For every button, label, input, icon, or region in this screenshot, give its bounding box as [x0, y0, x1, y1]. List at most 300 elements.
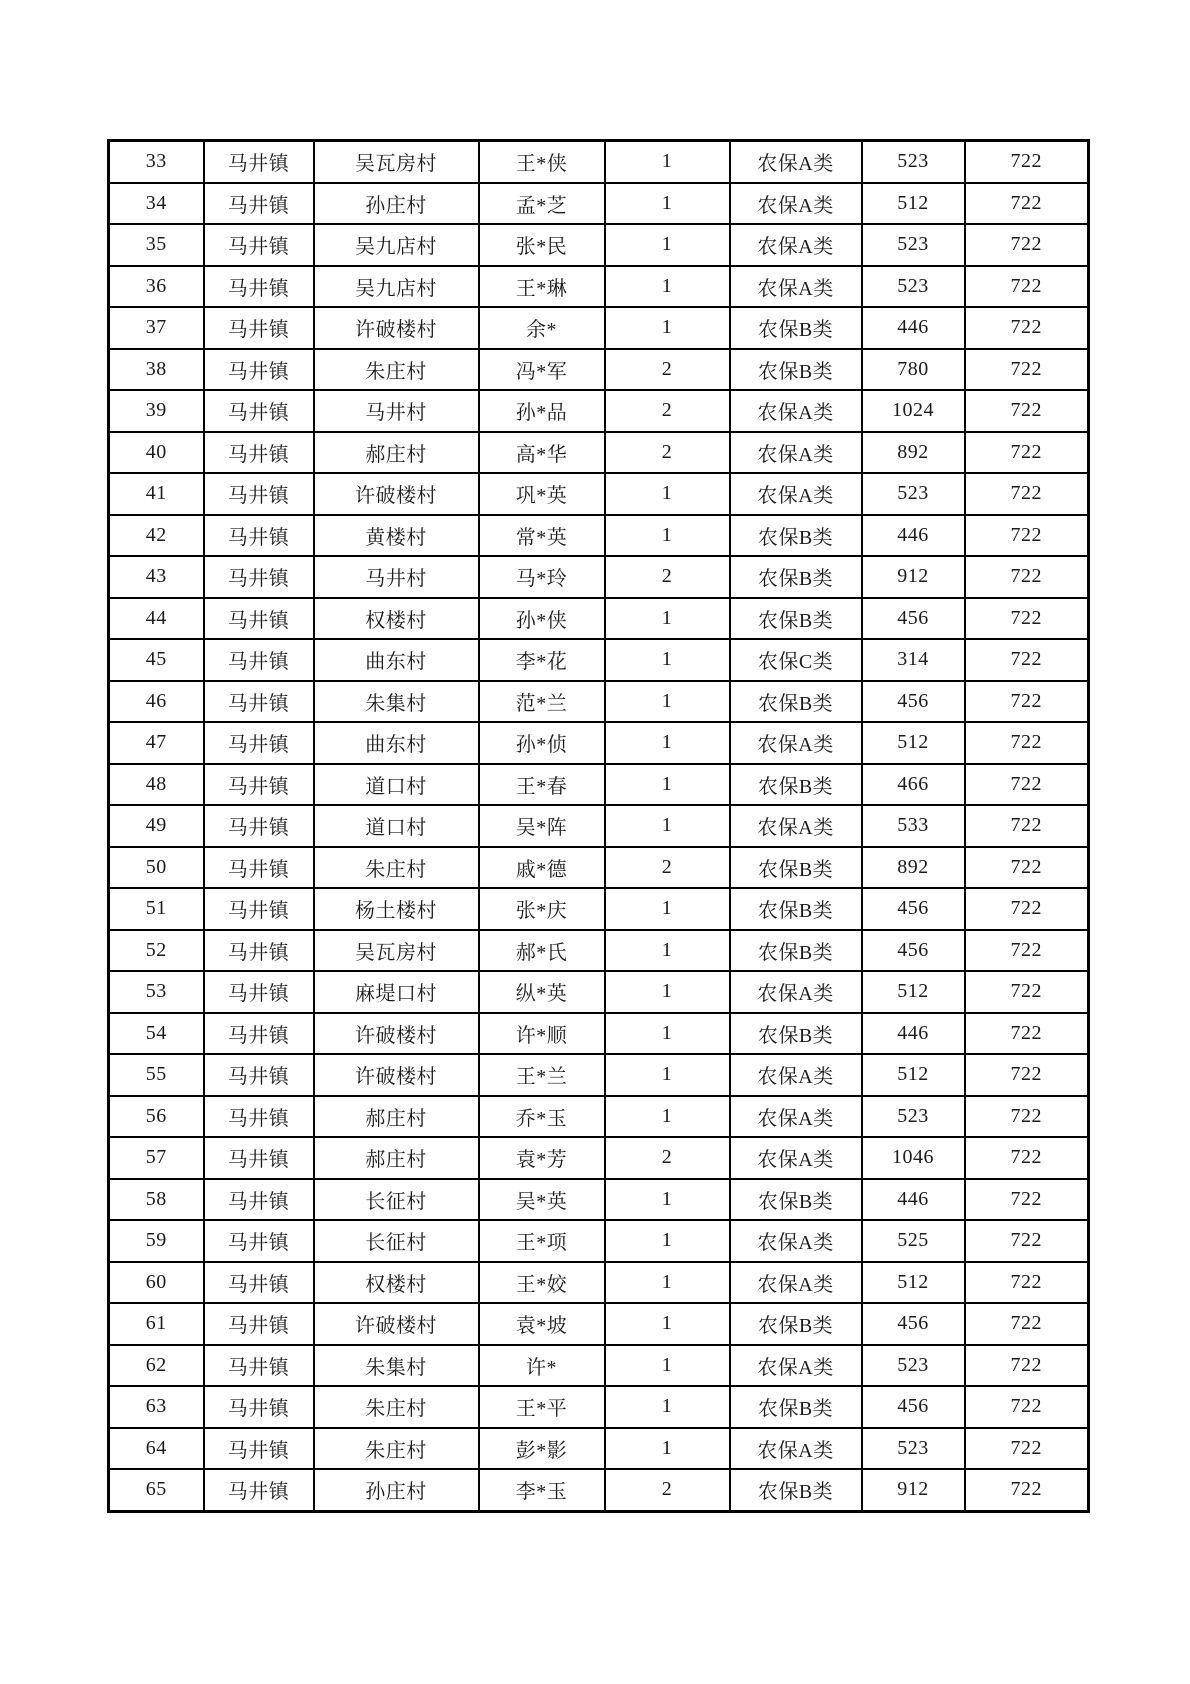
cell-category: 农保B类 [730, 515, 862, 557]
cell-fixed: 722 [965, 681, 1089, 723]
cell-count: 1 [605, 598, 730, 640]
cell-fixed: 722 [965, 1179, 1089, 1221]
table-row [109, 1179, 1089, 1221]
cell-amount: 780 [862, 349, 965, 391]
cell-village: 孙庄村 [314, 1469, 479, 1511]
cell-fixed: 722 [965, 805, 1089, 847]
cell-amount: 456 [862, 1386, 965, 1428]
cell-amount: 446 [862, 1013, 965, 1055]
cell-amount: 912 [862, 1469, 965, 1511]
cell-seq: 55 [109, 1054, 204, 1096]
cell-name: 王*平 [479, 1386, 605, 1428]
cell-name: 余* [479, 307, 605, 349]
table-row [109, 1096, 1089, 1138]
cell-count: 1 [605, 1054, 730, 1096]
cell-count: 1 [605, 681, 730, 723]
cell-name: 张*庆 [479, 888, 605, 930]
table-row [109, 1054, 1089, 1096]
cell-count: 2 [605, 1137, 730, 1179]
cell-village: 吴瓦房村 [314, 141, 479, 183]
cell-fixed: 722 [965, 1345, 1089, 1387]
cell-seq: 49 [109, 805, 204, 847]
cell-category: 农保B类 [730, 888, 862, 930]
cell-village: 朱庄村 [314, 847, 479, 889]
cell-count: 1 [605, 1262, 730, 1304]
cell-village: 朱庄村 [314, 1386, 479, 1428]
cell-category: 农保B类 [730, 1303, 862, 1345]
table-row [109, 598, 1089, 640]
cell-seq: 50 [109, 847, 204, 889]
cell-town: 马井镇 [204, 1386, 314, 1428]
cell-name: 戚*德 [479, 847, 605, 889]
cell-fixed: 722 [965, 639, 1089, 681]
cell-village: 许破楼村 [314, 1013, 479, 1055]
table-row [109, 1469, 1089, 1511]
cell-name: 常*英 [479, 515, 605, 557]
cell-amount: 512 [862, 722, 965, 764]
cell-town: 马井镇 [204, 1096, 314, 1138]
cell-fixed: 722 [965, 1386, 1089, 1428]
cell-count: 1 [605, 1096, 730, 1138]
cell-category: 农保B类 [730, 1386, 862, 1428]
table-row [109, 432, 1089, 474]
cell-name: 王*春 [479, 764, 605, 806]
table-row [109, 639, 1089, 681]
cell-amount: 512 [862, 1054, 965, 1096]
cell-seq: 52 [109, 930, 204, 972]
cell-category: 农保A类 [730, 183, 862, 225]
cell-amount: 456 [862, 888, 965, 930]
cell-category: 农保A类 [730, 1428, 862, 1470]
cell-town: 马井镇 [204, 1137, 314, 1179]
cell-seq: 65 [109, 1469, 204, 1511]
cell-amount: 512 [862, 971, 965, 1013]
cell-amount: 456 [862, 930, 965, 972]
cell-fixed: 722 [965, 307, 1089, 349]
cell-amount: 523 [862, 1096, 965, 1138]
cell-town: 马井镇 [204, 349, 314, 391]
cell-category: 农保B类 [730, 764, 862, 806]
table-row [109, 224, 1089, 266]
cell-village: 曲东村 [314, 722, 479, 764]
cell-village: 许破楼村 [314, 1054, 479, 1096]
cell-seq: 40 [109, 432, 204, 474]
cell-fixed: 722 [965, 1096, 1089, 1138]
cell-seq: 60 [109, 1262, 204, 1304]
cell-seq: 54 [109, 1013, 204, 1055]
cell-seq: 43 [109, 556, 204, 598]
table-row [109, 183, 1089, 225]
cell-town: 马井镇 [204, 1345, 314, 1387]
cell-category: 农保A类 [730, 1096, 862, 1138]
cell-town: 马井镇 [204, 432, 314, 474]
cell-village: 马井村 [314, 556, 479, 598]
table-body [109, 141, 1089, 1512]
cell-amount: 912 [862, 556, 965, 598]
cell-count: 1 [605, 183, 730, 225]
cell-village: 许破楼村 [314, 307, 479, 349]
cell-count: 1 [605, 1220, 730, 1262]
cell-seq: 46 [109, 681, 204, 723]
cell-fixed: 722 [965, 224, 1089, 266]
cell-name: 李*花 [479, 639, 605, 681]
cell-seq: 47 [109, 722, 204, 764]
cell-seq: 36 [109, 266, 204, 308]
cell-town: 马井镇 [204, 1054, 314, 1096]
cell-village: 朱庄村 [314, 1428, 479, 1470]
table-row [109, 930, 1089, 972]
cell-fixed: 722 [965, 515, 1089, 557]
cell-town: 马井镇 [204, 1179, 314, 1221]
cell-town: 马井镇 [204, 307, 314, 349]
cell-category: 农保B类 [730, 1179, 862, 1221]
cell-town: 马井镇 [204, 1262, 314, 1304]
cell-seq: 42 [109, 515, 204, 557]
cell-count: 1 [605, 930, 730, 972]
cell-name: 冯*军 [479, 349, 605, 391]
table-row [109, 1262, 1089, 1304]
cell-seq: 61 [109, 1303, 204, 1345]
cell-amount: 892 [862, 432, 965, 474]
cell-fixed: 722 [965, 556, 1089, 598]
cell-seq: 48 [109, 764, 204, 806]
cell-amount: 456 [862, 681, 965, 723]
cell-town: 马井镇 [204, 1303, 314, 1345]
cell-village: 长征村 [314, 1220, 479, 1262]
cell-count: 1 [605, 1345, 730, 1387]
cell-category: 农保B类 [730, 556, 862, 598]
cell-village: 朱集村 [314, 681, 479, 723]
cell-count: 2 [605, 847, 730, 889]
cell-fixed: 722 [965, 183, 1089, 225]
cell-category: 农保C类 [730, 639, 862, 681]
table-row [109, 515, 1089, 557]
cell-name: 王*侠 [479, 141, 605, 183]
table-row [109, 888, 1089, 930]
cell-village: 权楼村 [314, 1262, 479, 1304]
cell-seq: 63 [109, 1386, 204, 1428]
cell-fixed: 722 [965, 1428, 1089, 1470]
cell-count: 1 [605, 1428, 730, 1470]
cell-category: 农保A类 [730, 805, 862, 847]
cell-category: 农保B类 [730, 930, 862, 972]
cell-fixed: 722 [965, 432, 1089, 474]
cell-name: 吴*阵 [479, 805, 605, 847]
cell-fixed: 722 [965, 1469, 1089, 1511]
table-row [109, 307, 1089, 349]
cell-fixed: 722 [965, 1303, 1089, 1345]
cell-town: 马井镇 [204, 141, 314, 183]
cell-count: 2 [605, 349, 730, 391]
cell-fixed: 722 [965, 1220, 1089, 1262]
cell-amount: 523 [862, 473, 965, 515]
cell-town: 马井镇 [204, 930, 314, 972]
cell-town: 马井镇 [204, 1013, 314, 1055]
cell-village: 朱庄村 [314, 349, 479, 391]
table-row [109, 1386, 1089, 1428]
cell-village: 道口村 [314, 805, 479, 847]
table-row [109, 1013, 1089, 1055]
cell-village: 黄楼村 [314, 515, 479, 557]
cell-category: 农保B类 [730, 349, 862, 391]
cell-count: 1 [605, 888, 730, 930]
cell-fixed: 722 [965, 764, 1089, 806]
cell-town: 马井镇 [204, 971, 314, 1013]
cell-village: 权楼村 [314, 598, 479, 640]
cell-count: 1 [605, 515, 730, 557]
cell-name: 王*琳 [479, 266, 605, 308]
cell-category: 农保B类 [730, 1469, 862, 1511]
table-row [109, 1303, 1089, 1345]
table-row [109, 764, 1089, 806]
cell-town: 马井镇 [204, 515, 314, 557]
cell-fixed: 722 [965, 722, 1089, 764]
cell-count: 2 [605, 556, 730, 598]
cell-amount: 456 [862, 598, 965, 640]
cell-seq: 53 [109, 971, 204, 1013]
cell-town: 马井镇 [204, 473, 314, 515]
cell-count: 2 [605, 390, 730, 432]
cell-count: 1 [605, 141, 730, 183]
cell-seq: 41 [109, 473, 204, 515]
cell-count: 1 [605, 805, 730, 847]
cell-town: 马井镇 [204, 1428, 314, 1470]
cell-village: 郝庄村 [314, 1096, 479, 1138]
cell-amount: 892 [862, 847, 965, 889]
cell-fixed: 722 [965, 930, 1089, 972]
cell-amount: 523 [862, 266, 965, 308]
cell-count: 1 [605, 722, 730, 764]
cell-town: 马井镇 [204, 681, 314, 723]
cell-amount: 523 [862, 224, 965, 266]
cell-town: 马井镇 [204, 390, 314, 432]
cell-category: 农保A类 [730, 141, 862, 183]
table-row [109, 349, 1089, 391]
cell-count: 1 [605, 1013, 730, 1055]
cell-name: 王*兰 [479, 1054, 605, 1096]
cell-count: 1 [605, 639, 730, 681]
cell-category: 农保A类 [730, 722, 862, 764]
cell-name: 王*项 [479, 1220, 605, 1262]
cell-fixed: 722 [965, 1262, 1089, 1304]
cell-fixed: 722 [965, 349, 1089, 391]
cell-amount: 525 [862, 1220, 965, 1262]
cell-fixed: 722 [965, 971, 1089, 1013]
cell-category: 农保B类 [730, 598, 862, 640]
cell-category: 农保A类 [730, 971, 862, 1013]
insurance-records-table [107, 139, 1090, 1513]
cell-town: 马井镇 [204, 183, 314, 225]
cell-seq: 58 [109, 1179, 204, 1221]
cell-count: 1 [605, 266, 730, 308]
cell-town: 马井镇 [204, 1469, 314, 1511]
cell-fixed: 722 [965, 141, 1089, 183]
cell-name: 吴*英 [479, 1179, 605, 1221]
cell-amount: 523 [862, 1428, 965, 1470]
cell-seq: 34 [109, 183, 204, 225]
cell-name: 孙*品 [479, 390, 605, 432]
cell-name: 乔*玉 [479, 1096, 605, 1138]
table-row [109, 681, 1089, 723]
cell-amount: 314 [862, 639, 965, 681]
cell-category: 农保A类 [730, 1054, 862, 1096]
cell-town: 马井镇 [204, 847, 314, 889]
table-row [109, 266, 1089, 308]
cell-amount: 1024 [862, 390, 965, 432]
cell-village: 麻堤口村 [314, 971, 479, 1013]
cell-village: 朱集村 [314, 1345, 479, 1387]
cell-name: 李*玉 [479, 1469, 605, 1511]
cell-fixed: 722 [965, 847, 1089, 889]
cell-category: 农保B类 [730, 1013, 862, 1055]
cell-fixed: 722 [965, 1137, 1089, 1179]
cell-seq: 44 [109, 598, 204, 640]
cell-count: 2 [605, 432, 730, 474]
cell-town: 马井镇 [204, 598, 314, 640]
cell-name: 马*玲 [479, 556, 605, 598]
cell-fixed: 722 [965, 598, 1089, 640]
cell-name: 范*兰 [479, 681, 605, 723]
cell-village: 郝庄村 [314, 432, 479, 474]
cell-name: 张*民 [479, 224, 605, 266]
cell-count: 1 [605, 1179, 730, 1221]
cell-category: 农保A类 [730, 224, 862, 266]
table-row [109, 556, 1089, 598]
table-row [109, 1220, 1089, 1262]
cell-fixed: 722 [965, 473, 1089, 515]
cell-name: 孙*侦 [479, 722, 605, 764]
cell-seq: 57 [109, 1137, 204, 1179]
cell-seq: 35 [109, 224, 204, 266]
cell-name: 王*姣 [479, 1262, 605, 1304]
cell-amount: 446 [862, 307, 965, 349]
cell-fixed: 722 [965, 266, 1089, 308]
cell-village: 吴瓦房村 [314, 930, 479, 972]
table-row [109, 971, 1089, 1013]
cell-count: 1 [605, 224, 730, 266]
cell-category: 农保A类 [730, 1262, 862, 1304]
cell-count: 1 [605, 307, 730, 349]
table-row [109, 1137, 1089, 1179]
table-row [109, 1428, 1089, 1470]
cell-town: 马井镇 [204, 888, 314, 930]
table-row [109, 722, 1089, 764]
cell-fixed: 722 [965, 1054, 1089, 1096]
cell-village: 杨土楼村 [314, 888, 479, 930]
cell-village: 许破楼村 [314, 1303, 479, 1345]
cell-count: 2 [605, 1469, 730, 1511]
cell-village: 马井村 [314, 390, 479, 432]
cell-name: 袁*坡 [479, 1303, 605, 1345]
cell-village: 曲东村 [314, 639, 479, 681]
cell-name: 袁*芳 [479, 1137, 605, 1179]
cell-category: 农保B类 [730, 307, 862, 349]
cell-town: 马井镇 [204, 556, 314, 598]
cell-village: 吴九店村 [314, 266, 479, 308]
cell-seq: 62 [109, 1345, 204, 1387]
table-row [109, 141, 1089, 183]
cell-town: 马井镇 [204, 1220, 314, 1262]
document-page [107, 139, 1090, 1513]
table-row [109, 473, 1089, 515]
cell-town: 马井镇 [204, 722, 314, 764]
cell-seq: 39 [109, 390, 204, 432]
cell-fixed: 722 [965, 888, 1089, 930]
cell-fixed: 722 [965, 390, 1089, 432]
cell-category: 农保B类 [730, 681, 862, 723]
cell-name: 高*华 [479, 432, 605, 474]
cell-amount: 512 [862, 183, 965, 225]
table-row [109, 1345, 1089, 1387]
cell-town: 马井镇 [204, 764, 314, 806]
cell-town: 马井镇 [204, 639, 314, 681]
cell-seq: 33 [109, 141, 204, 183]
cell-category: 农保A类 [730, 390, 862, 432]
cell-category: 农保A类 [730, 266, 862, 308]
cell-name: 孙*侠 [479, 598, 605, 640]
cell-seq: 45 [109, 639, 204, 681]
cell-category: 农保A类 [730, 1345, 862, 1387]
cell-village: 道口村 [314, 764, 479, 806]
cell-category: 农保A类 [730, 1137, 862, 1179]
cell-amount: 533 [862, 805, 965, 847]
cell-seq: 59 [109, 1220, 204, 1262]
cell-name: 许* [479, 1345, 605, 1387]
cell-category: 农保A类 [730, 432, 862, 474]
cell-seq: 56 [109, 1096, 204, 1138]
cell-amount: 446 [862, 515, 965, 557]
table-row [109, 805, 1089, 847]
cell-seq: 51 [109, 888, 204, 930]
cell-seq: 38 [109, 349, 204, 391]
cell-name: 巩*英 [479, 473, 605, 515]
cell-village: 长征村 [314, 1179, 479, 1221]
cell-category: 农保B类 [730, 847, 862, 889]
cell-amount: 523 [862, 1345, 965, 1387]
cell-amount: 446 [862, 1179, 965, 1221]
table-row [109, 847, 1089, 889]
table-row [109, 390, 1089, 432]
cell-category: 农保A类 [730, 473, 862, 515]
cell-seq: 37 [109, 307, 204, 349]
cell-name: 彭*影 [479, 1428, 605, 1470]
cell-amount: 1046 [862, 1137, 965, 1179]
cell-village: 郝庄村 [314, 1137, 479, 1179]
cell-town: 马井镇 [204, 805, 314, 847]
cell-count: 1 [605, 971, 730, 1013]
cell-village: 吴九店村 [314, 224, 479, 266]
cell-seq: 64 [109, 1428, 204, 1470]
cell-village: 许破楼村 [314, 473, 479, 515]
cell-village: 孙庄村 [314, 183, 479, 225]
cell-count: 1 [605, 764, 730, 806]
cell-town: 马井镇 [204, 224, 314, 266]
cell-amount: 523 [862, 141, 965, 183]
cell-amount: 466 [862, 764, 965, 806]
cell-name: 纵*英 [479, 971, 605, 1013]
cell-name: 孟*芝 [479, 183, 605, 225]
cell-amount: 512 [862, 1262, 965, 1304]
cell-name: 许*顺 [479, 1013, 605, 1055]
cell-category: 农保A类 [730, 1220, 862, 1262]
cell-count: 1 [605, 473, 730, 515]
cell-count: 1 [605, 1386, 730, 1428]
cell-count: 1 [605, 1303, 730, 1345]
cell-fixed: 722 [965, 1013, 1089, 1055]
cell-town: 马井镇 [204, 266, 314, 308]
cell-name: 郝*氏 [479, 930, 605, 972]
cell-amount: 456 [862, 1303, 965, 1345]
